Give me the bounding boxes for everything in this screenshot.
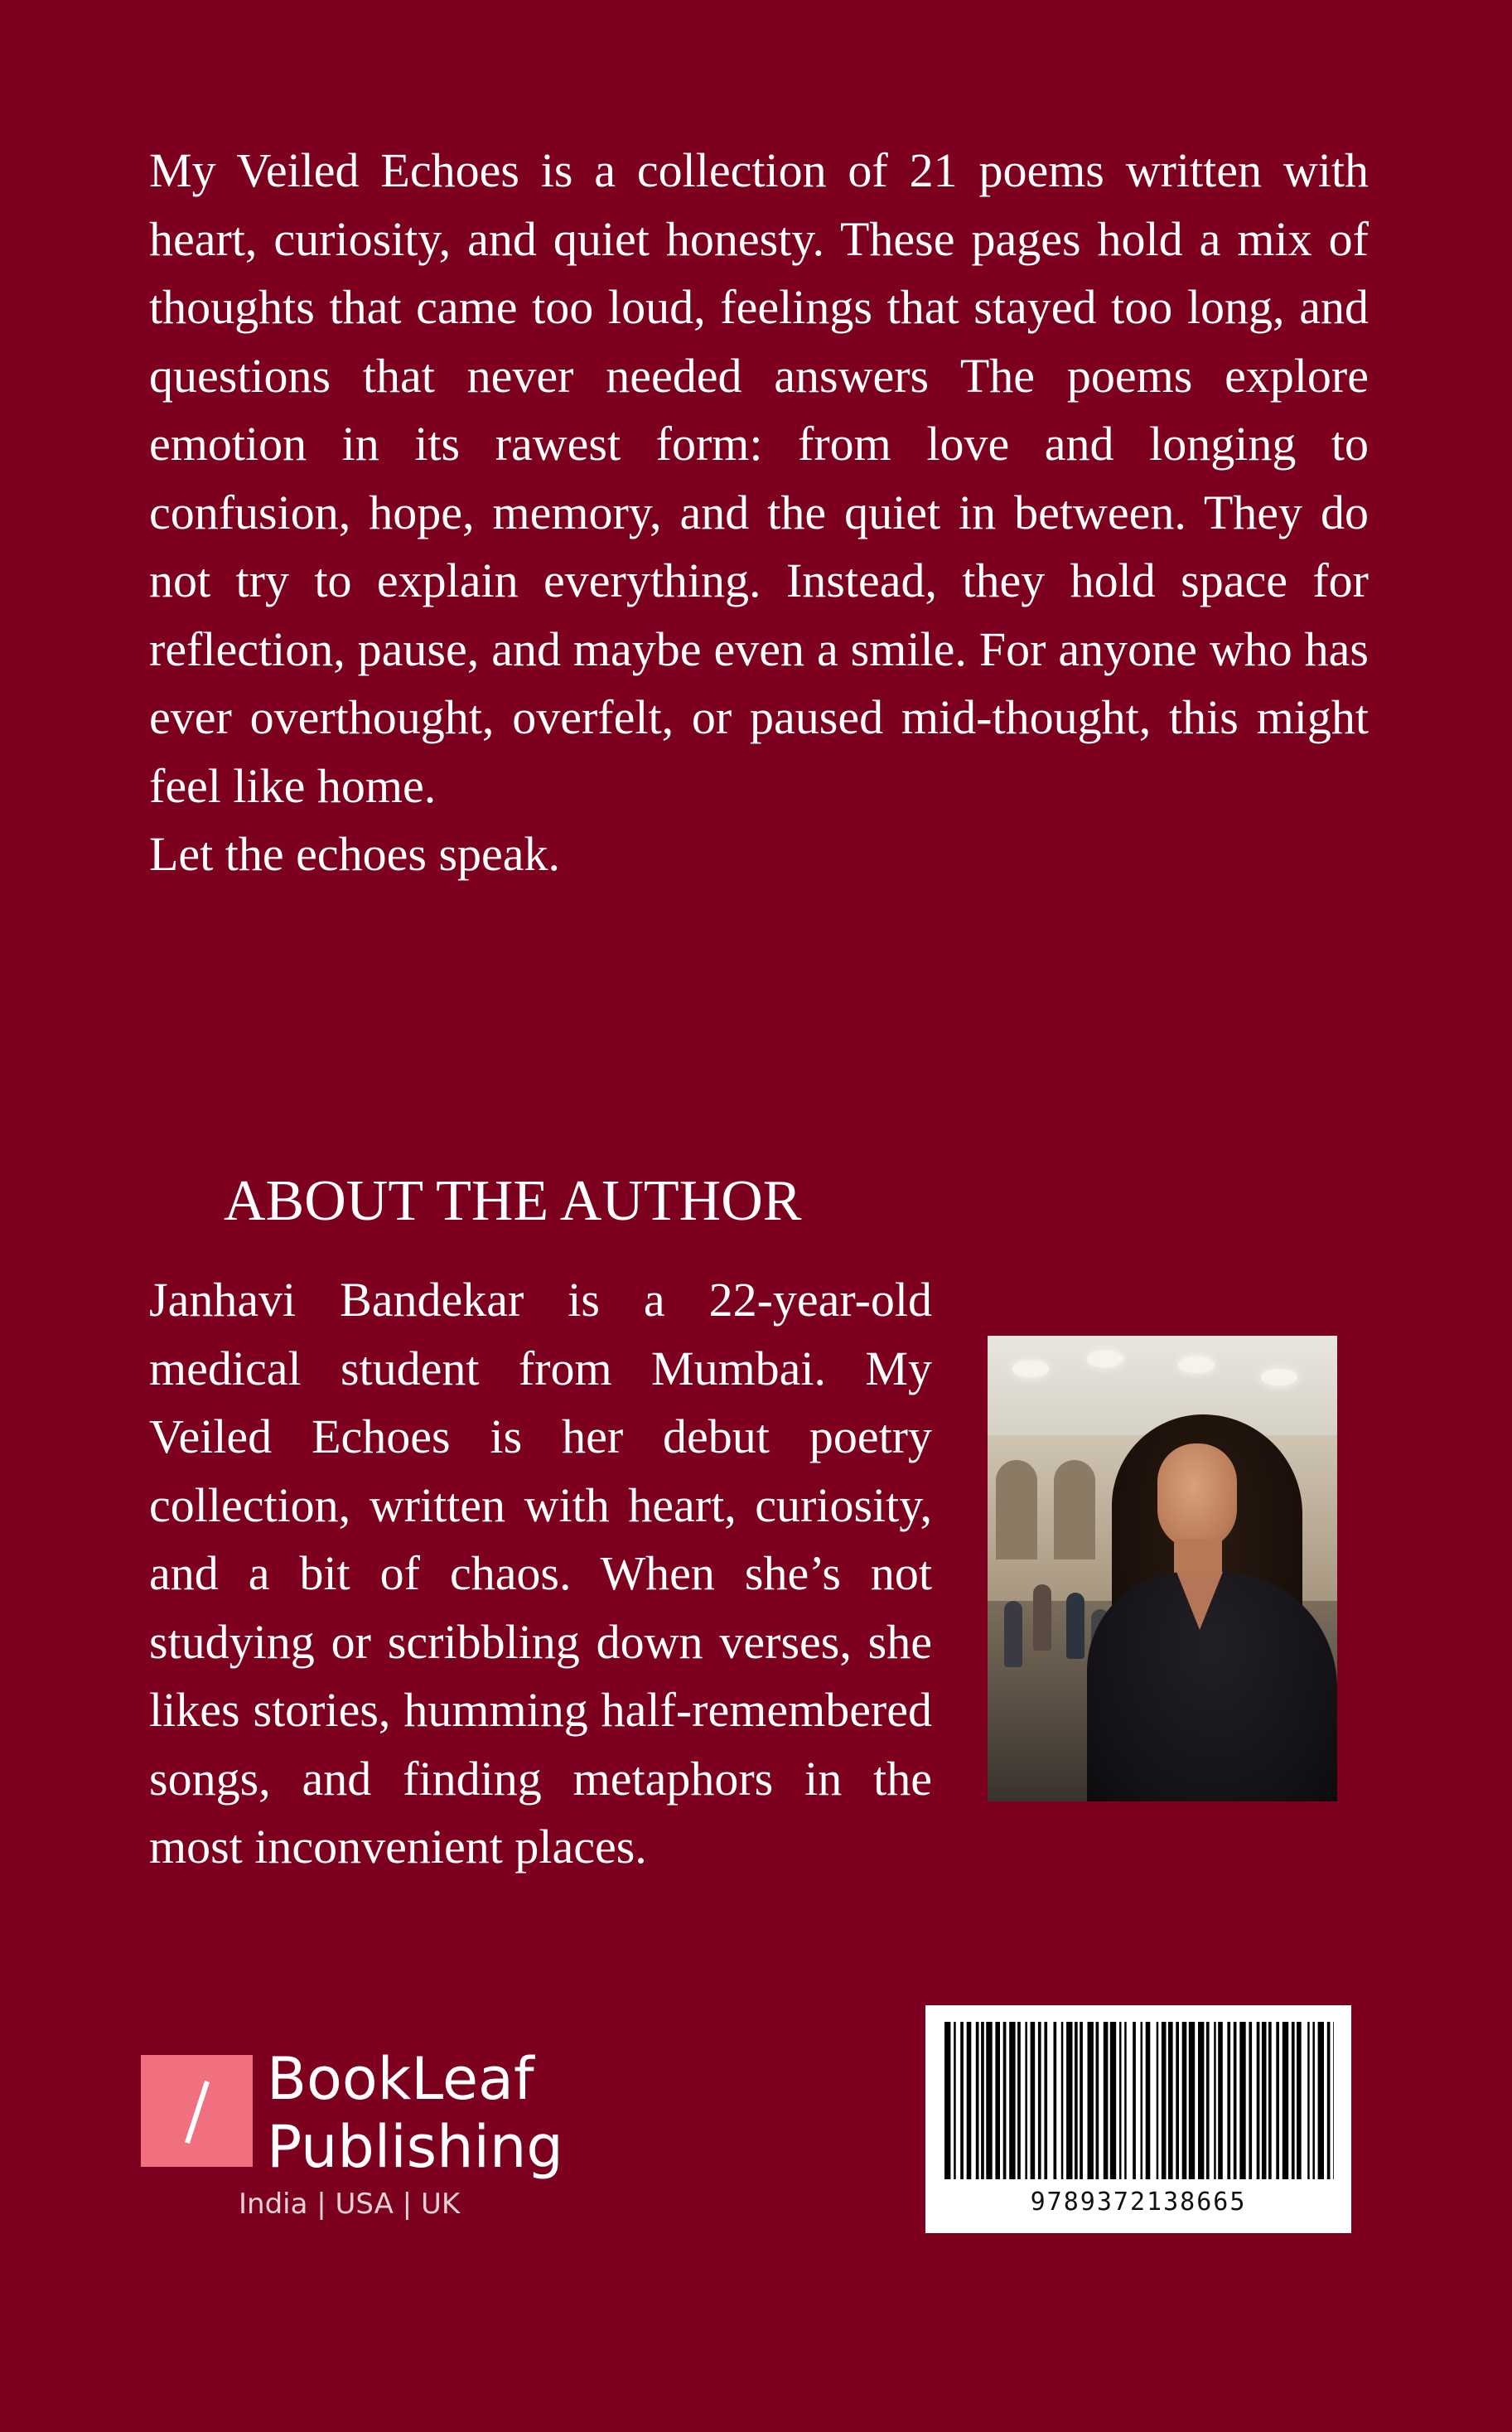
publisher-name-line1: BookLeaf (267, 2045, 534, 2113)
barcode-bar (1218, 2022, 1223, 2179)
barcode-bar (1038, 2022, 1041, 2179)
barcode-bar (1168, 2022, 1173, 2179)
barcode-bar (1025, 2022, 1027, 2179)
barcode-bar (1268, 2022, 1272, 2179)
barcode-bar (1066, 2022, 1072, 2179)
barcode-bar (1017, 2022, 1021, 2179)
barcode-bar (1198, 2022, 1204, 2179)
barcode-bar (1227, 2022, 1230, 2179)
barcode-bar (944, 2022, 950, 2179)
barcode-bar (1333, 2022, 1334, 2179)
barcode-bar (1262, 2022, 1267, 2179)
publisher-regions: India | USA | UK (239, 2188, 461, 2221)
barcode-bar (1214, 2022, 1216, 2179)
barcode-bar (1297, 2022, 1302, 2179)
barcode-bar (1146, 2022, 1151, 2179)
barcode-bar (1157, 2022, 1159, 2179)
barcode-bar (954, 2022, 956, 2179)
about-author-heading: ABOUT THE AUTHOR (224, 1169, 802, 1233)
author-bio: Janhavi Bandekar is a 22-year-old medical student from Mumbai. My Veiled Echoes is her debut poetry collection, written with heart, curiosity, and a bit of chaos. When she’s not studying or scribbling down verses, she likes stories, humming half-remembered songs, and finding metaphors in the most inconvenient places. (149, 1273, 932, 1874)
barcode-icon (944, 2022, 1334, 2179)
barcode-bar (1257, 2022, 1260, 2179)
book-blurb (149, 137, 1369, 889)
barcode-bar (1124, 2022, 1127, 2179)
barcode-bar (967, 2022, 972, 2179)
publisher-name-line2: Publishing (267, 2113, 563, 2181)
barcode-bar (1031, 2022, 1036, 2179)
barcode-bar (1292, 2022, 1295, 2179)
barcode-bar (1104, 2022, 1109, 2179)
barcode-bar (1239, 2022, 1245, 2179)
barcode-bar (986, 2022, 992, 2179)
barcode-bar (1276, 2022, 1279, 2179)
barcode-bar (1133, 2022, 1136, 2179)
barcode-bar (1318, 2022, 1324, 2179)
about-author-text (149, 1266, 932, 1882)
barcode-bar (1096, 2022, 1099, 2179)
blurb-closing: Let the echoes speak. (149, 827, 561, 881)
barcode-bar (995, 2022, 1000, 2179)
barcode-bar (1080, 2022, 1083, 2179)
publisher-name (267, 2045, 563, 2181)
barcode-bar (960, 2022, 964, 2179)
barcode-bar (1182, 2022, 1187, 2179)
barcode-bar (981, 2022, 984, 2179)
barcode-bar (1176, 2022, 1179, 2179)
barcode-bar (1009, 2022, 1015, 2179)
barcode-bar (1141, 2022, 1143, 2179)
barcode-bar (1307, 2022, 1310, 2179)
barcode-bar (1075, 2022, 1078, 2179)
barcode-bar (1234, 2022, 1237, 2179)
isbn-number: 9789372138665 (1030, 2188, 1247, 2217)
barcode-bar (1327, 2022, 1331, 2179)
barcode-bar (1249, 2022, 1252, 2179)
barcode-bar (1044, 2022, 1047, 2179)
barcode-bar (1054, 2022, 1057, 2179)
barcode-bar (1162, 2022, 1167, 2179)
barcode-bar (1110, 2022, 1116, 2179)
barcode-bar (1003, 2022, 1007, 2179)
blurb-text: My Veiled Echoes is a collection of 21 poems written with heart, curiosity, and quiet honesty. These pages hold a mix of thoughts that came too loud, feelings that stayed too long, and questions that never needed answers The poems explore emotion in its rawest form: from love and longing to confusion, hope, memory, and the quiet in between. They do not try to explain everything. Instead, they hold space for reflection, pause, and maybe even a smile. For anyone who has ever overthought, overfelt, or paused mid-thought, this might feel like home. (149, 143, 1369, 813)
barcode-bar (1088, 2022, 1094, 2179)
barcode-bar (1189, 2022, 1195, 2179)
author-photo (988, 1336, 1337, 1801)
barcode-bar (976, 2022, 979, 2179)
barcode-bar (1061, 2022, 1064, 2179)
barcode-bar (1119, 2022, 1122, 2179)
barcode-bar (1206, 2022, 1210, 2179)
barcode-bar (1312, 2022, 1315, 2179)
barcode-bar (1283, 2022, 1288, 2179)
